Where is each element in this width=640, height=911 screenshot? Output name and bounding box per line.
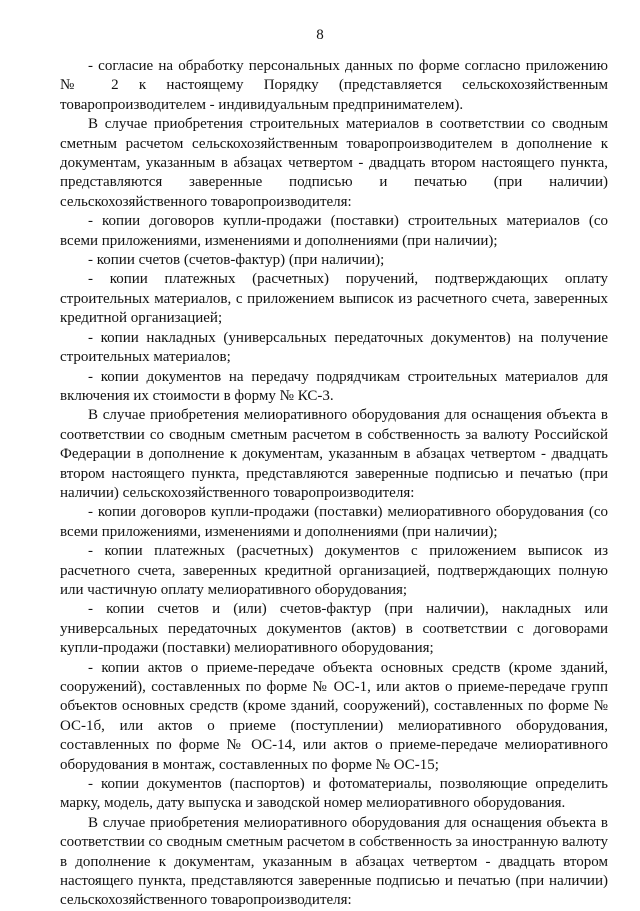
paragraph: - копии накладных (универсальных передаточных документов) на получение строительных материалов; [60,329,608,366]
paragraph: - копии счетов (счетов-фактур) (при наличии); [88,252,385,269]
paragraph: - копии договоров купли-продажи (поставки) строительных материалов (со всеми приложениями, изменениями и дополнениями (при наличии); [60,213,608,249]
paragraph: - копии договоров купли-продажи (поставки) мелиоративного оборудования (со всеми приложениями, изменениями и дополнениями (при наличии); [60,504,608,540]
paragraph: - копии платежных (расчетных) документов с приложением выписок из расчетного счета, заверенных кредитной организацией, подтверждающих полную или частичную оплату мелиоративного оборудования; [60,543,608,598]
paragraph: В случае приобретения строительных материалов в соответствии со сводным сметным расчетом сельскохозяйственным товаропроизводителем в дополнение к документам, указанным в абзацах четвертом - двадцать втором настоящего пункта, представляются заверенные подписью и печатью (при наличии) сельскохозяйственного товаропроизводителя: [60,116,608,210]
paragraph: - копии платежных (расчетных) поручений, подтверждающих оплату строительных материалов, с приложением выписок из расчетного счета, заверенных кредитной организацией; [60,271,608,327]
paragraph: - копии документов (паспортов) и фотоматериалы, позволяющие определить марку, модель, дату выпуска и заводской номер мелиоративного оборудования. [60,776,608,812]
document-body [60,57,608,911]
page-number: 8 [316,27,324,43]
paragraph: - копии счетов и (или) счетов-фактур (при наличии), накладных или универсальных передаточных документов (актов) в соответствии с договорами купли-продажи (поставки) мелиоративного оборудования; [60,601,608,657]
paragraph: - копии актов о приеме-передаче объекта основных средств (кроме зданий, сооружений), составленных по форме № ОС-1, или актов о приеме-передаче групп объектов основных средств (кроме зданий, сооружений), составленных по форме № ОС-1б, или актов о приеме (поступлении) мелиоративного оборудования, составленных по форме № ОС-14, или актов о приеме-передаче мелиоративного оборудования в монтаж, составленных по форме № ОС-15; [60,659,608,773]
paragraph: - копии документов на передачу подрядчикам строительных материалов для включения их стоимости в форму № КС-3. [60,368,608,404]
paragraph: В случае приобретения мелиоративного оборудования для оснащения объекта в соответствии со сводным сметным расчетом в собственность за иностранную валюту в дополнение к документам, указанным в абзацах четвертом - двадцать втором настоящего пункта, представляются заверенные подписью и печатью (при наличии) сельскохозяйственного товаропроизводителя: [60,814,608,909]
paragraph: В случае приобретения мелиоративного оборудования для оснащения объекта в соответствии со сводным сметным расчетом в собственность за валюту Российской Федерации в дополнение к документам, указанным в абзацах четвертом - двадцать втором настоящего пункта, представляются заверенные подписью и печатью (при наличии) сельскохозяйственного товаропроизводителя: [60,407,608,501]
paragraph: - согласие на обработку персональных данных по форме согласно приложению № 2 к настоящему Порядку (представляется сельскохозяйственным товаропроизводителем - индивидуальным предпринимателем). [60,58,608,113]
